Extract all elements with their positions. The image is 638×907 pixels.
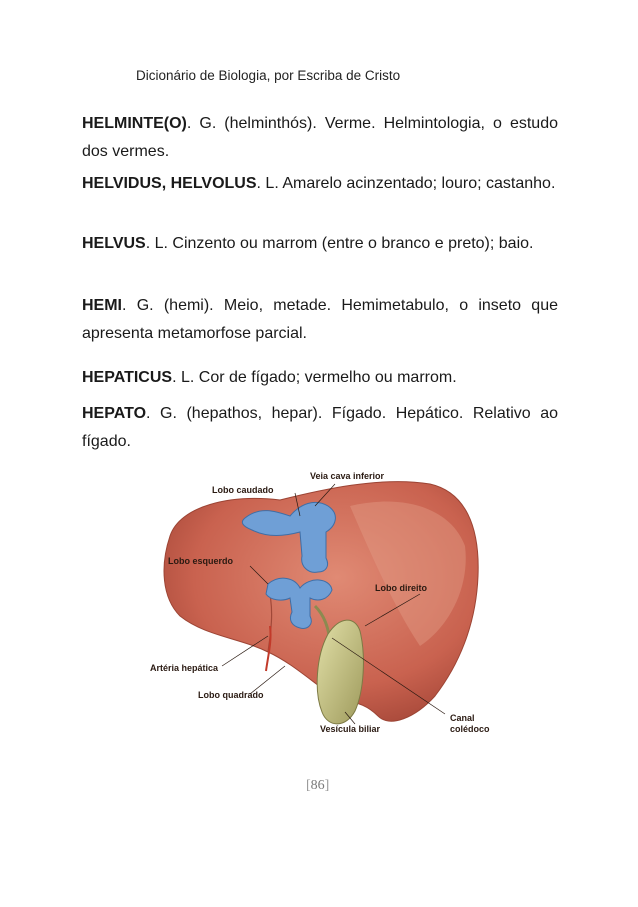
entry-helvus bbox=[82, 230, 558, 258]
label-vesicula-biliar: Vesícula biliar bbox=[320, 724, 381, 734]
page-bracket-close: ] bbox=[324, 778, 330, 793]
entry-hepaticus bbox=[82, 364, 558, 392]
entry-term: HELMINTE(O) bbox=[82, 115, 187, 132]
entry-definition: . L. Amarelo acinzentado; louro; castanho. bbox=[256, 175, 556, 192]
entry-definition: . L. Cinzento ou marrom (entre o branco e preto); baio. bbox=[145, 235, 534, 252]
page-number-value: 86 bbox=[310, 778, 325, 793]
entry-definition: . G. (hemi). Meio, metade. Hemimetabulo, o inseto que apresenta metamorfose parcial. bbox=[82, 297, 558, 342]
label-veia-cava: Veia cava inferior bbox=[310, 471, 385, 481]
label-coledoco: colédoco bbox=[450, 724, 490, 734]
entry-term: HEMI bbox=[82, 297, 122, 314]
entry-definition: . G. (helminthós). Verme. Helmintologia, o estudo dos vermes. bbox=[82, 115, 558, 160]
entry-term: HEPATO bbox=[82, 405, 147, 422]
label-lobo-quadrado: Lobo quadrado bbox=[198, 690, 264, 700]
entry-term: HEPATICUS bbox=[82, 369, 173, 386]
entry-hepato bbox=[82, 400, 558, 456]
page-header: Dicionário de Biologia, por Escriba de Cristo bbox=[136, 68, 401, 83]
entry-helvidus bbox=[82, 170, 558, 198]
label-lobo-caudado: Lobo caudado bbox=[212, 485, 274, 495]
page-bracket-open: [ bbox=[306, 778, 311, 793]
entry-helminte bbox=[82, 110, 558, 166]
label-canal: Canal bbox=[450, 713, 475, 723]
entry-hemi bbox=[82, 292, 558, 348]
liver-illustration bbox=[150, 466, 490, 746]
entry-definition: . L. Cor de fígado; vermelho ou marrom. bbox=[172, 369, 457, 386]
entry-term: HELVUS bbox=[82, 235, 146, 252]
label-arteria-hepatica: Artéria hepática bbox=[150, 663, 219, 673]
entry-term: HELVIDUS, HELVOLUS bbox=[82, 175, 257, 192]
entry-definition: . G. (hepathos, hepar). Fígado. Hepático. Relativo ao fígado. bbox=[82, 405, 558, 450]
label-lobo-esquerdo: Lobo esquerdo bbox=[168, 556, 233, 566]
label-lobo-direito: Lobo direito bbox=[375, 583, 427, 593]
page-number bbox=[306, 778, 329, 794]
